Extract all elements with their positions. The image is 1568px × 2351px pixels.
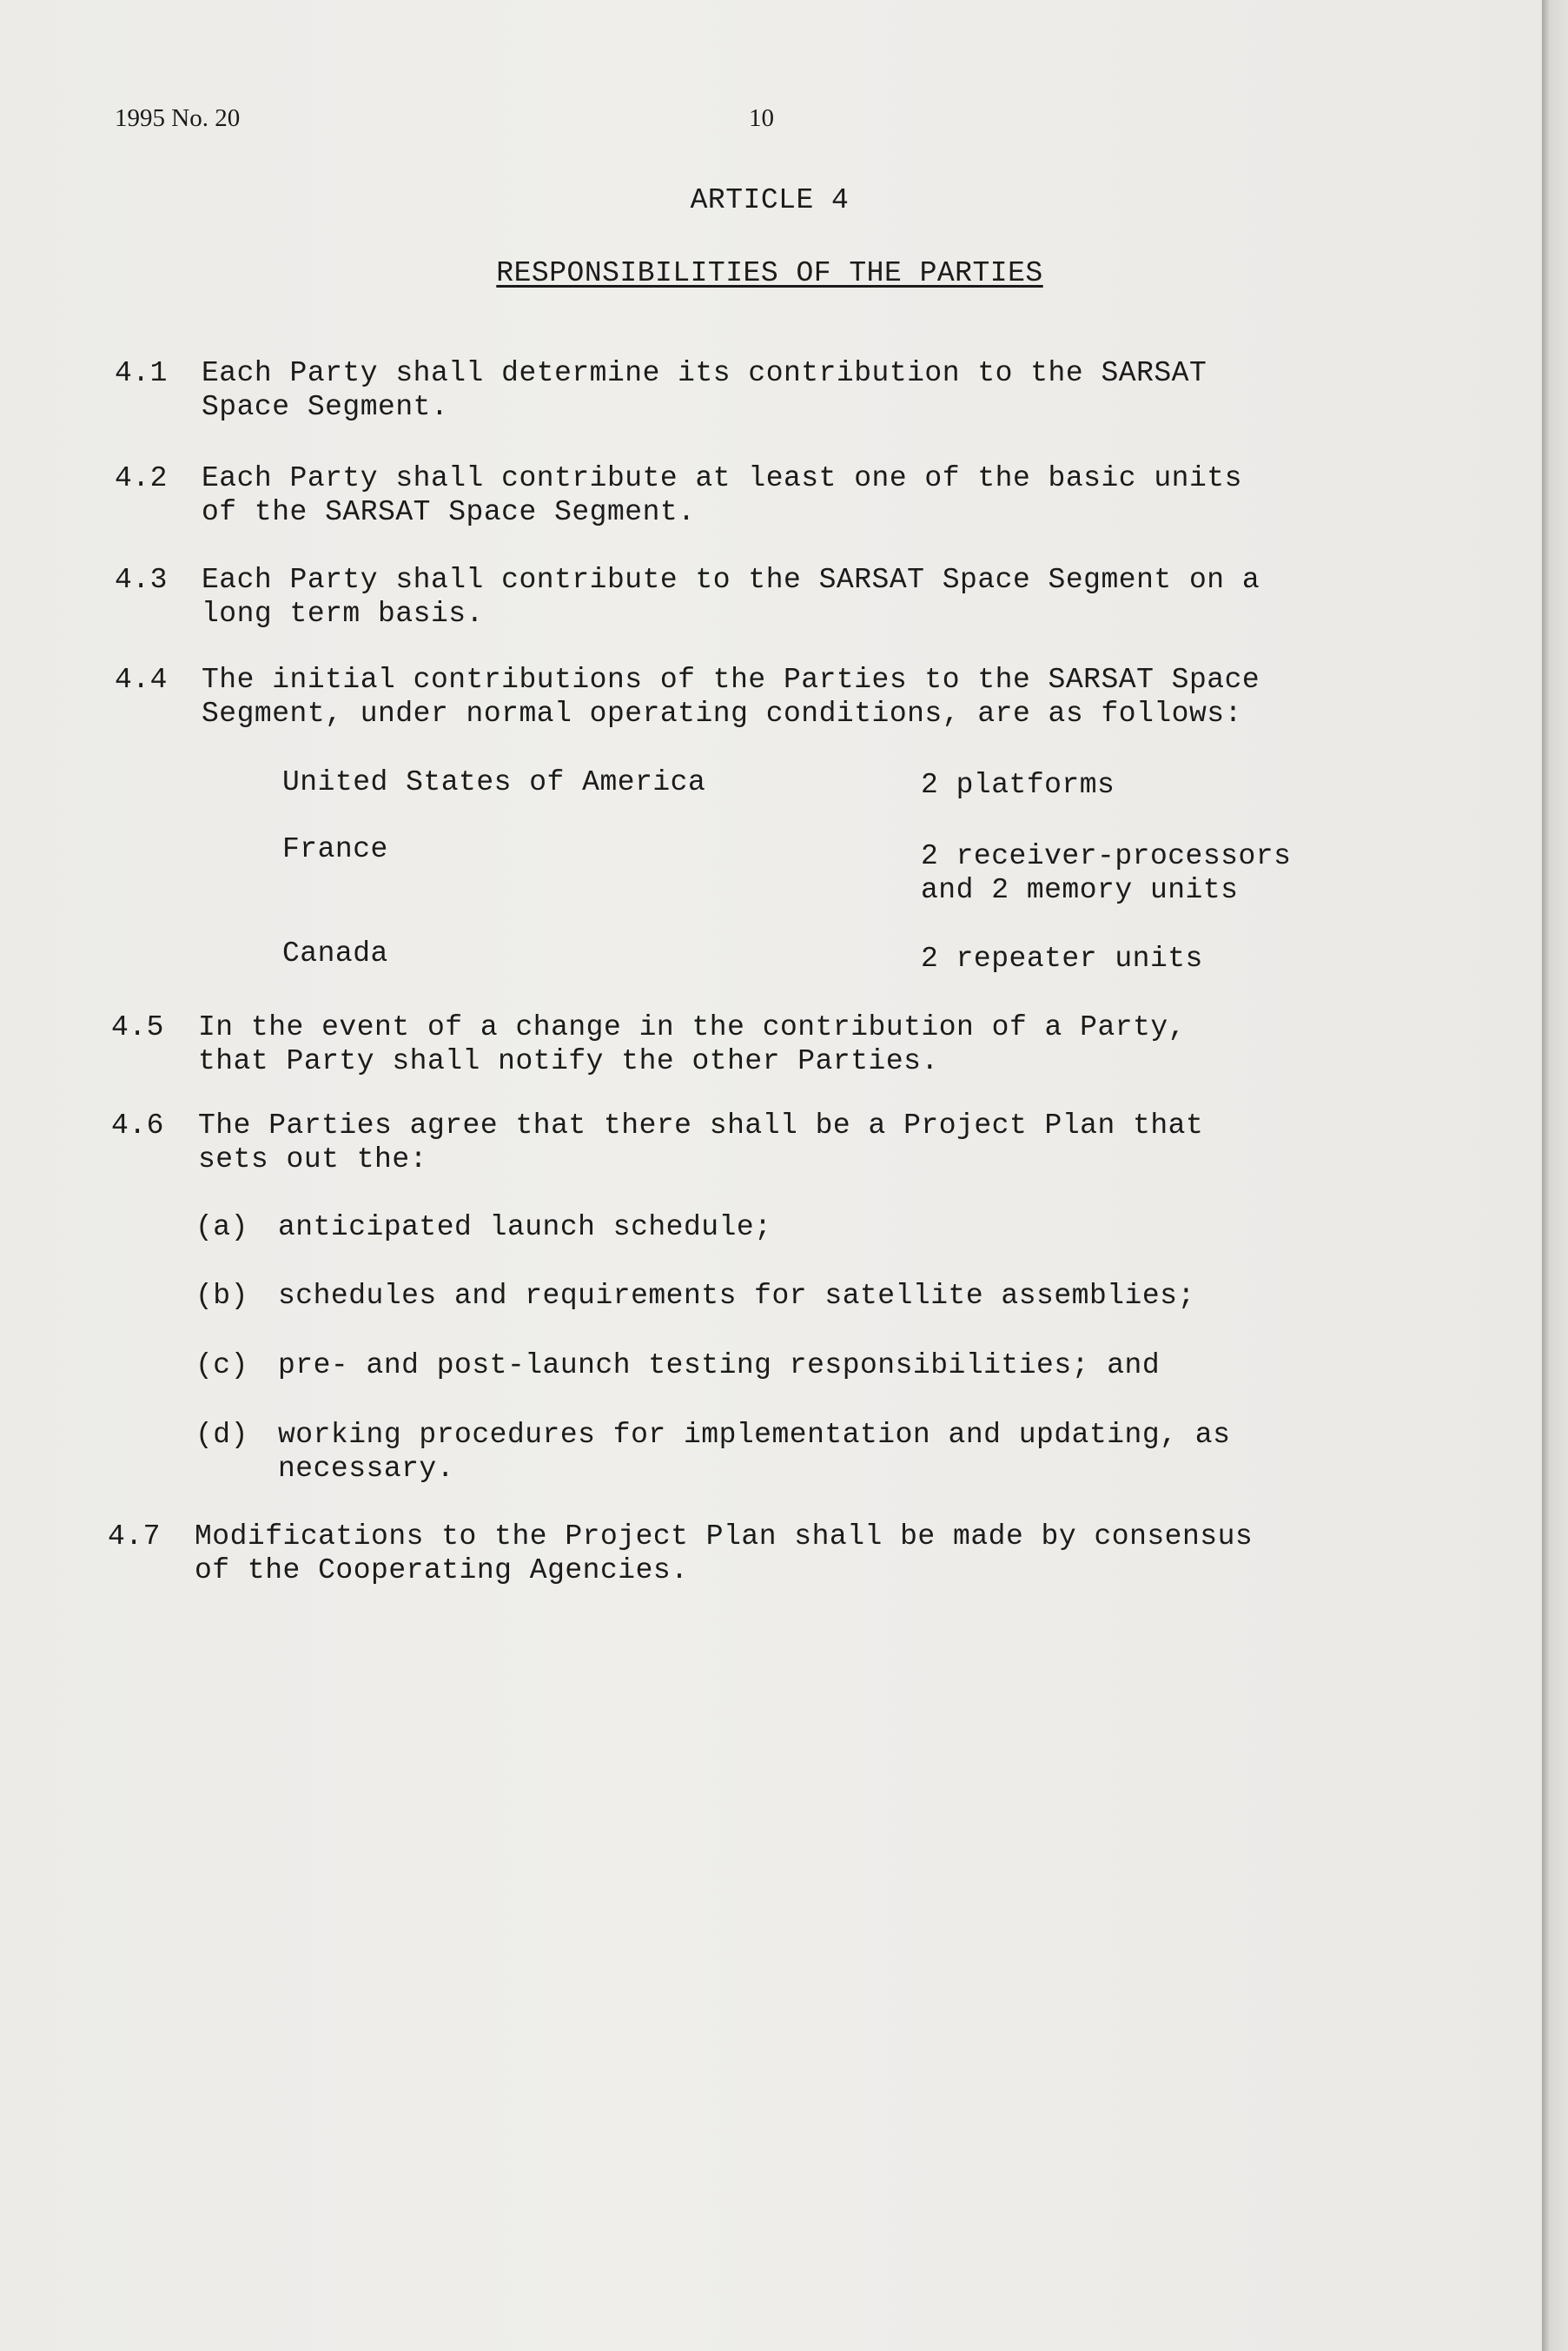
statute-reference: 1995 No. 20 xyxy=(115,104,241,132)
article-title: RESPONSIBILITIES OF THE PARTIES xyxy=(496,257,1043,289)
plan-item-text: working procedures for implementation and updating, as xyxy=(278,1419,1231,1451)
contribution-units: and 2 memory units xyxy=(921,874,1239,906)
plan-item-text: anticipated launch schedule; xyxy=(278,1211,772,1243)
section-line: sets out the: xyxy=(198,1143,427,1176)
plan-item-text: necessary. xyxy=(278,1453,455,1485)
contribution-units: 2 platforms xyxy=(921,769,1115,801)
plan-item-label: (c) xyxy=(195,1349,248,1381)
section-line: Each Party shall contribute at least one of the basic units xyxy=(202,462,1242,494)
section-line: The Parties agree that there shall be a Project Plan that xyxy=(198,1109,1204,1142)
page-number: 10 xyxy=(749,104,774,132)
page-binding-edge xyxy=(1542,0,1568,2351)
contribution-country: France xyxy=(282,833,388,865)
plan-item-text: pre- and post-launch testing responsibilities; and xyxy=(278,1349,1161,1381)
section-line: Space Segment. xyxy=(202,391,449,423)
section-line: Each Party shall contribute to the SARSAT Space Segment on a xyxy=(202,564,1260,596)
section-number: 4.5 xyxy=(111,1011,164,1043)
plan-item-label: (b) xyxy=(195,1280,248,1312)
contribution-country: United States of America xyxy=(282,766,706,798)
plan-item-text: schedules and requirements for satellite assemblies; xyxy=(278,1280,1195,1312)
section-line: long term basis. xyxy=(202,598,484,630)
section-line: Modifications to the Project Plan shall be made by consensus xyxy=(195,1520,1254,1553)
contribution-units: 2 repeater units xyxy=(921,943,1203,975)
section-number: 4.7 xyxy=(108,1520,161,1553)
section-number: 4.3 xyxy=(115,564,168,596)
section-line: Segment, under normal operating conditions, are as follows: xyxy=(202,698,1242,730)
section-number: 4.2 xyxy=(115,462,168,494)
section-number: 4.1 xyxy=(115,357,168,389)
contribution-country: Canada xyxy=(282,937,388,970)
section-line: In the event of a change in the contribution of a Party, xyxy=(198,1011,1186,1043)
section-line: that Party shall notify the other Parties. xyxy=(198,1045,939,1077)
section-number: 4.4 xyxy=(115,664,168,696)
section-line: of the SARSAT Space Segment. xyxy=(202,496,696,528)
section-number: 4.6 xyxy=(111,1109,164,1142)
section-line: The initial contributions of the Parties to the SARSAT Space xyxy=(202,664,1260,696)
section-line: Each Party shall determine its contribution to the SARSAT xyxy=(202,357,1207,389)
section-line: of the Cooperating Agencies. xyxy=(195,1554,689,1586)
contribution-units: 2 receiver-processors xyxy=(921,840,1292,872)
article-heading: ARTICLE 4 xyxy=(690,184,850,216)
plan-item-label: (a) xyxy=(195,1211,248,1243)
plan-item-label: (d) xyxy=(195,1419,248,1451)
